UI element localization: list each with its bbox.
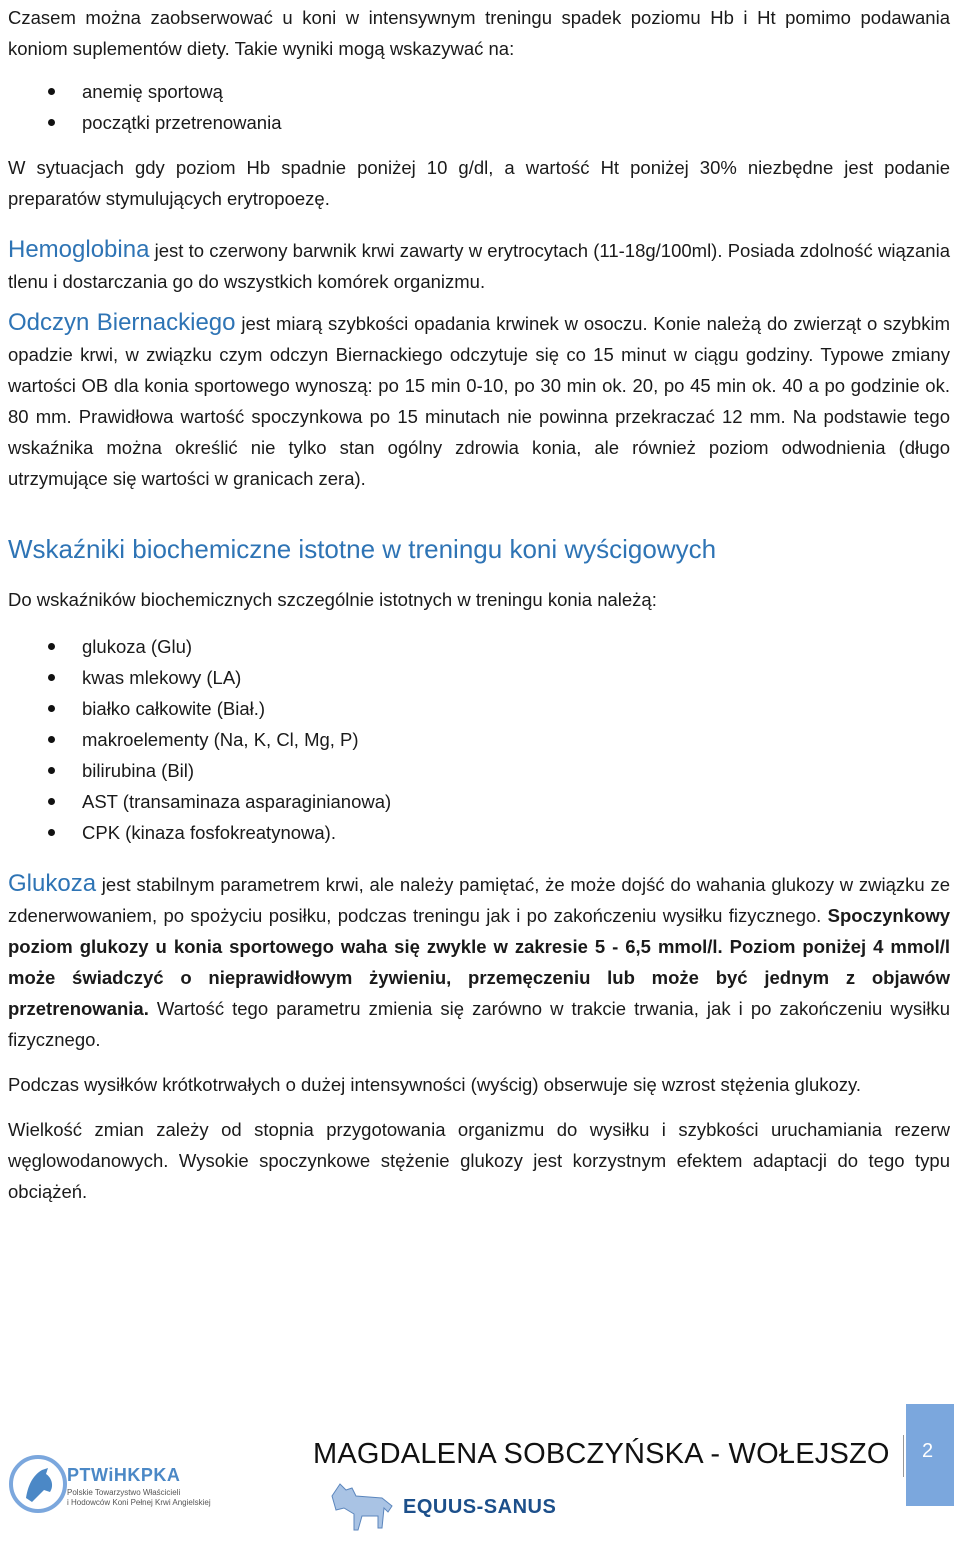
- horse-figure-icon: [322, 1478, 398, 1540]
- list-item: kwas mlekowy (LA): [8, 662, 950, 693]
- hemoglobina-text: jest to czerwony barwnik krwi zawarty w erytrocytach (11-18g/100ml). Posiada zdolność wiązania tlenu i dostarczania go do wszystkich komórek organizmu.: [8, 240, 950, 292]
- glukoza-paragraph-3: Wielkość zmian zależy od stopnia przygotowania organizmu do wysiłku i szybkości uruchamiania rezerw węglowodanowych. Wysokie spoczynkowe stężenie glukozy jest korzystnym efektem adaptacji do tego typu obciążeń.: [8, 1119, 950, 1202]
- glukoza-text-1: jest stabilnym parametrem krwi, ale należy pamiętać, że może dojść do wahania glukozy w związku ze zdenerwowaniem, po spożyciu posiłku, podczas treningu jak i po zakończeniu wysiłku fizycznego.: [8, 874, 950, 926]
- glukoza-paragraph-2: Podczas wysiłków krótkotrwałych o dużej intensywności (wyścig) obserwuje się wzrost stężenia glukozy.: [8, 1074, 862, 1095]
- horse-head-icon: [8, 1454, 68, 1514]
- biernacki-paragraph: [8, 307, 950, 494]
- list-item: białko całkowite (Biał.): [8, 693, 950, 724]
- glukoza-term: Glukoza: [8, 870, 97, 897]
- list-item: anemię sportową: [8, 76, 950, 107]
- intro-bullet-list: [8, 76, 950, 138]
- list-item: bilirubina (Bil): [8, 755, 950, 786]
- biernacki-text: jest miarą szybkości opadania krwinek w osoczu. Konie należą do zwierząt o szybkim opadzie krwi, w związku czym odczyn Biernackiego odczytuje się co 15 minut w ciągu godziny. Typowe zmiany wartości OB dla konia sportowego wynoszą: po 15 min 0-10, po 30 min ok. 20, po 45 min ok. 40 a po godzinie ok. 80 mm. Prawidłowa wartość spoczynkowa po 15 minutach nie powinna przekraczać 12 mm. Na podstawie tego wskaźnika można określić nie tylko stan ogólny zdrowia konia, ale również poziom odwodnienia (długo utrzymujące się wartości w granicach zera).: [8, 313, 950, 489]
- list-item: glukoza (Glu): [8, 631, 950, 662]
- page-number-divider: [903, 1435, 904, 1477]
- equus-sanus-logo: EQUUS-SANUS: [403, 1496, 557, 1518]
- biernacki-term: Odczyn Biernackiego: [8, 309, 236, 336]
- section-lead: Do wskaźników biochemicznych szczególnie istotnych w treningu konia należą:: [8, 589, 657, 610]
- glukoza-text-2: Wartość tego parametru zmienia się zarówno w trakcie trwania, jak i po zakończeniu wysiłku fizycznego.: [8, 998, 950, 1050]
- ptwihkpka-subtitle-2: i Hodowców Koni Pełnej Krwi Angielskiej: [67, 1498, 211, 1507]
- intro-paragraph: Czasem można zaobserwować u koni w intensywnym treningu spadek poziomu Hb i Ht pomimo podawania koniom suplementów diety. Takie wyniki mogą wskazywać na:: [8, 7, 950, 59]
- section-heading: Wskaźniki biochemiczne istotne w treningu koni wyścigowych: [8, 534, 717, 564]
- hb-threshold-paragraph: W sytuacjach gdy poziom Hb spadnie poniżej 10 g/dl, a wartość Ht poniżej 30% niezbędne jest podanie preparatów stymulujących erytropoezę.: [8, 157, 950, 209]
- hemoglobina-paragraph: [8, 234, 950, 297]
- hemoglobina-term: Hemoglobina: [8, 236, 150, 263]
- page-number: 2: [922, 1440, 934, 1462]
- ptwihkpka-subtitle-1: Polskie Towarzystwo Właścicieli: [67, 1488, 181, 1497]
- list-item: CPK (kinaza fosfokreatynowa).: [8, 817, 950, 848]
- list-item: AST (transaminaza asparaginianowa): [8, 786, 950, 817]
- ptwihkpka-name: PTWiHKPKA: [67, 1465, 181, 1485]
- document-body: [8, 0, 950, 1207]
- biochem-list: [8, 631, 950, 848]
- list-item: początki przetrenowania: [8, 107, 950, 138]
- author-name: MAGDALENA SOBCZYŃSKA - WOŁEJSZO: [313, 1438, 890, 1470]
- glukoza-bold-text: Spoczynkowy poziom glukozy u konia sportowego waha się zwykle w zakresie 5 - 6,5 mmol/l. Poziom poniżej 4 mmol/l może świadczyć o nieprawidłowym żywieniu, przemęczeniu lub może być jednym z objawów przetrenowania.: [8, 905, 950, 1019]
- list-item: makroelementy (Na, K, Cl, Mg, P): [8, 724, 950, 755]
- glukoza-paragraph: [8, 868, 950, 1055]
